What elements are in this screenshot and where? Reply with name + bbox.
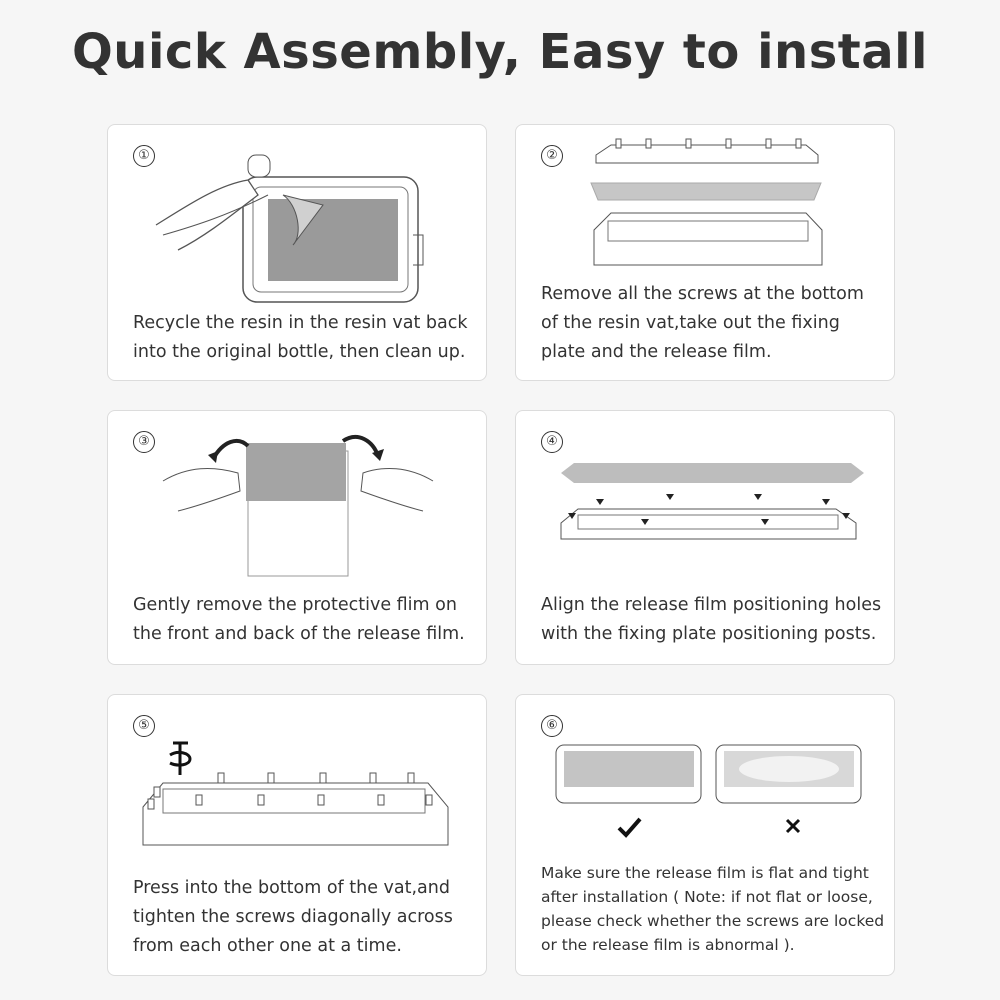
step-number-1: ① xyxy=(133,145,155,167)
step-card-5 xyxy=(107,694,487,976)
cross-icon xyxy=(787,820,799,832)
step-number-6: ⑥ xyxy=(541,715,563,737)
page-title: Quick Assembly, Easy to install xyxy=(71,24,928,80)
step-description-1: Recycle the resin in the resin vat back into the original bottle, then clean up. xyxy=(133,313,468,362)
step-card-3 xyxy=(107,410,487,665)
step-card-2 xyxy=(515,124,895,381)
disassembly-illustration xyxy=(516,125,895,285)
step-card-1 xyxy=(107,124,487,381)
tighten-screws-illustration xyxy=(108,695,487,865)
step-number-3: ③ xyxy=(133,431,155,453)
step-card-4 xyxy=(515,410,895,665)
check-icon xyxy=(619,819,640,835)
step-description-2: Remove all the screws at the bottom of the resin vat,take out the fixing plate and the release film. xyxy=(541,284,864,362)
step-description-4: Align the release film positioning holes with the fixing plate positioning posts. xyxy=(541,595,882,644)
step-card-6 xyxy=(515,694,895,976)
step-description-3: Gently remove the protective flim on the front and back of the release film. xyxy=(133,595,465,644)
align-film-illustration xyxy=(516,411,895,571)
resin-vat-illustration xyxy=(108,125,487,305)
screwdriver-icon xyxy=(170,743,190,775)
step-number-2: ② xyxy=(541,145,563,167)
step-description-5: Press into the bottom of the vat,and tighten the screws diagonally across from each other one at a time. xyxy=(133,878,453,956)
step-number-4: ④ xyxy=(541,431,563,453)
step-number-5: ⑤ xyxy=(133,715,155,737)
step-description-6: Make sure the release film is flat and tight after installation ( Note: if not flat or loose, please check whether the screws are locked or the release film is abnormal ). xyxy=(541,864,885,954)
flat-vs-loose-illustration xyxy=(516,695,895,855)
peel-film-illustration xyxy=(108,411,487,591)
